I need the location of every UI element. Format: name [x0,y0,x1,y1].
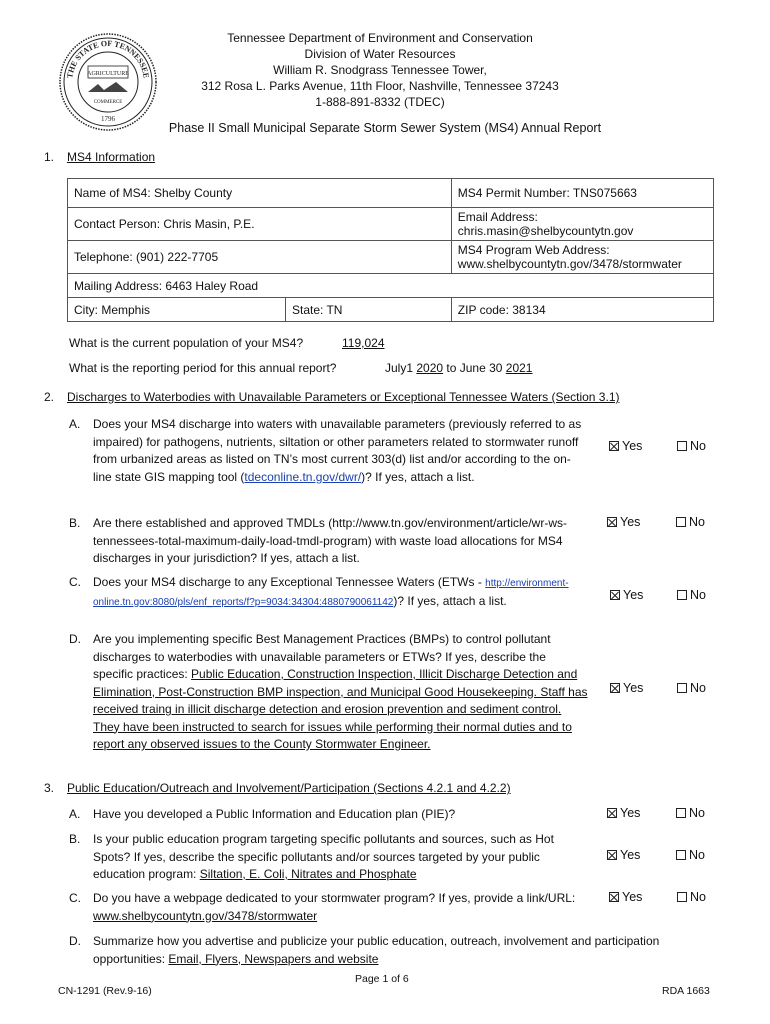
page-number: Page 1 of 6 [355,973,409,985]
question-2a [69,416,589,486]
period-end-year: 2021 [505,361,533,375]
bmp-practices-answer[interactable]: Public Education, Construction Inspection, Illicit Discharge Detection and Elimination, Post-Construction BMP inspection, and Municipal Good Housekeeping. Staff has received traing in illicit discharge detection and erosion prevention and sediment control. They have been instructed to search for issues while performing their normal duties and to report any observed issues to the County Stormwater Engineer. [93,667,588,751]
question-3c-yes-checkbox[interactable] [609,890,642,904]
yes-label: Yes [622,890,643,904]
section-2-number: 2. [44,390,55,404]
reporting-period-answer[interactable] [385,361,532,375]
seal-top-text: THE STATE OF TENNESSEE [65,38,151,79]
yes-label: Yes [620,515,641,529]
question-letter: C. [69,575,81,589]
header-line-2: Division of Water Resources [304,47,456,61]
no-label: No [690,588,706,602]
no-label: No [690,890,706,904]
web-address-field[interactable] [451,241,713,274]
header-line-5: 1-888-891-8332 (TDEC) [315,95,445,109]
question-3c [69,890,589,925]
permit-number-field[interactable]: MS4 Permit Number: TNS075663 [451,179,713,208]
no-label: No [689,806,705,820]
email-address-field[interactable]: Email Address: chris.masin@shelbycountytn.gov [451,208,713,241]
question-2c [69,574,589,611]
report-title: Phase II Small Municipal Separate Storm Sewer System (MS4) Annual Report [168,121,602,135]
question-2d-text: Are you implementing specific Best Management Practices (BMPs) to control pollutant discharges to waterbodies with unavailable parameters or ETWs? If yes, describe the specific practices: [93,632,551,681]
question-3d [69,933,699,968]
seal-agriculture-text: AGRICULTURE [87,71,129,77]
question-2d [69,631,589,754]
question-2c-no-checkbox[interactable] [677,588,706,602]
unchecked-box-icon [677,683,687,693]
section-1-number: 1. [44,150,55,164]
question-3c-text: Do you have a webpage dedicated to your stormwater program? If yes, provide a link/URL: [93,891,576,905]
targeted-pollutants-answer[interactable]: Siltation, E. Coli, Nitrates and Phosphate [199,867,417,881]
web-address-label: MS4 Program Web Address: [457,243,610,257]
unchecked-box-icon [677,892,687,902]
question-3b-yes-checkbox[interactable] [607,848,640,862]
seal-year-text: 1796 [101,115,115,123]
question-3b [69,831,589,884]
unchecked-box-icon [676,850,686,860]
yes-label: Yes [623,681,644,695]
ms4-name-field[interactable]: Name of MS4: Shelby County [68,179,452,208]
question-letter: A. [69,417,81,431]
form-id: CN-1291 (Rev.9-16) [58,985,152,997]
tennessee-state-seal [58,32,158,132]
question-3a-yes-checkbox[interactable] [607,806,640,820]
contact-person-field[interactable]: Contact Person: Chris Masin, P.E. [68,208,452,241]
question-letter: B. [69,516,81,530]
section-1-title: MS4 Information [67,150,156,164]
population-value[interactable]: 119,024 [342,336,385,350]
unchecked-box-icon [676,808,686,818]
yes-label: Yes [620,806,641,820]
unchecked-box-icon [676,517,686,527]
section-3-title: Public Education/Outreach and Involvement/Participation (Sections 4.2.1 and 4.2.2) [67,781,511,795]
reporting-period-question: What is the reporting period for this annual report? [69,361,337,375]
question-2a-yes-checkbox[interactable] [609,439,642,453]
question-2b-yes-checkbox[interactable] [607,515,640,529]
yes-label: Yes [620,848,641,862]
question-2a-text-end: )? If yes, attach a list. [361,469,475,484]
period-start-label: July1 [385,361,417,375]
publicity-methods-answer[interactable]: Email, Flyers, Newspapers and website [168,951,379,966]
header-line-3: William R. Snodgrass Tennessee Tower, [273,63,487,77]
no-label: No [689,848,705,862]
header-line-1: Tennessee Department of Environment and Conservation [227,31,533,45]
gis-mapping-link[interactable]: tdeconline.tn.gov/dwr/ [244,469,362,484]
checked-box-icon [607,850,617,860]
checked-box-icon [610,683,620,693]
question-2a-no-checkbox[interactable] [677,439,706,453]
question-2a-text: Does your MS4 discharge into waters with unavailable parameters (previously referred to as impaired) for pathogens, nutrients, siltation or other parameters related to stormwater runoff from urbanized areas as listed on TN’s most current 303(d) list and/or according to the on-line state GIS mapping tool ( [93,417,582,484]
yes-label: Yes [622,439,643,453]
unchecked-box-icon [677,441,687,451]
no-label: No [689,515,705,529]
checked-box-icon [609,892,619,902]
question-2d-yes-checkbox[interactable] [610,681,643,695]
no-label: No [690,681,706,695]
header-line-4: 312 Rosa L. Parks Avenue, 11th Floor, Nashville, Tennessee 37243 [201,79,559,93]
zip-code-field[interactable]: ZIP code: 38134 [451,298,713,322]
question-letter: B. [69,832,81,846]
question-2c-yes-checkbox[interactable] [610,588,643,602]
section-2-title: Discharges to Waterbodies with Unavailable Parameters or Exceptional Tennessee Waters (Section 3.1) [67,390,620,404]
checked-box-icon [610,590,620,600]
question-3b-no-checkbox[interactable] [676,848,705,862]
telephone-field[interactable]: Telephone: (901) 222-7705 [68,241,452,274]
agency-header [170,30,590,110]
question-3b-text: Is your public education program targeting specific pollutants and sources, such as Hot Spots? If yes, describe the specific pollutants and/or sources targeted by your public education program: [93,832,554,881]
city-field[interactable]: City: Memphis [68,298,286,322]
question-2b-text: Are there established and approved TMDLs (http://www.tn.gov/environment/article/wr-ws-tennessees-total-maximum-daily-load-tmdl-program) with waste load allocations for MS4 discharges in your jurisdiction? If yes, attach a list. [93,516,567,565]
question-letter: D. [69,632,81,646]
question-3d-text: Summarize how you advertise and publicize your public education, outreach, involvement and participation opportunities: [93,934,660,966]
ms4-info-table [67,178,714,322]
checked-box-icon [607,517,617,527]
question-letter: A. [69,807,81,821]
stormwater-webpage-answer[interactable]: www.shelbycountytn.gov/3478/stormwater [93,908,318,923]
question-3a [69,806,589,824]
question-3c-no-checkbox[interactable] [677,890,706,904]
question-letter: D. [69,934,81,948]
web-address-value: www.shelbycountytn.gov/3478/stormwater [457,257,682,271]
no-label: No [690,439,706,453]
etw-reports-link[interactable]: http://environment-online.tn.gov:8080/pls/enf_reports/f?p=9034:34304:4880790061142 [93,578,569,608]
unchecked-box-icon [677,590,687,600]
question-2b-no-checkbox[interactable] [676,515,705,529]
question-3a-no-checkbox[interactable] [676,806,705,820]
checked-box-icon [607,808,617,818]
seal-commerce-text: COMMERCE [93,100,123,105]
state-field[interactable]: State: TN [286,298,452,322]
mailing-address-field[interactable]: Mailing Address: 6463 Haley Road [68,274,714,298]
question-3a-text: Have you developed a Public Information and Education plan (PIE)? [93,807,456,821]
yes-label: Yes [623,588,644,602]
section-3-number: 3. [44,781,55,795]
population-question: What is the current population of your MS4? [69,336,304,350]
question-2c-text: Does your MS4 discharge to any Exceptional Tennessee Waters (ETWs - [93,575,486,589]
period-end-label: to June 30 [443,361,506,375]
question-2c-text-end: )? If yes, attach a list. [393,593,507,608]
question-2d-no-checkbox[interactable] [677,681,706,695]
period-start-year: 2020 [416,361,444,375]
question-2b [69,515,589,568]
checked-box-icon [609,441,619,451]
rda-number: RDA 1663 [662,985,710,997]
question-letter: C. [69,891,81,905]
